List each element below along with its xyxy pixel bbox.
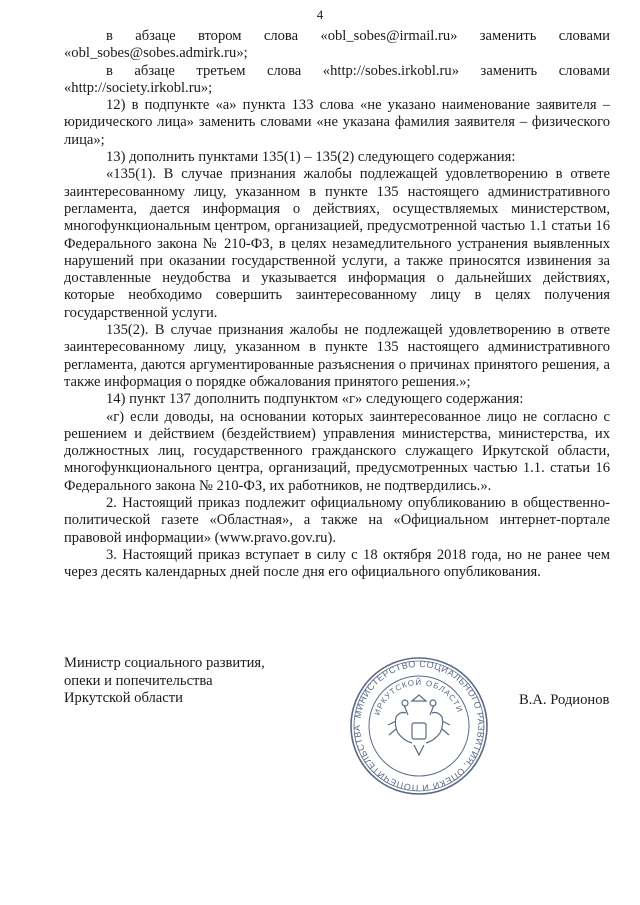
- signatory-title: [64, 655, 344, 708]
- document-body: [64, 28, 610, 582]
- double-headed-eagle-icon: [388, 695, 450, 755]
- seal-outer-text: МИНИСТЕРСТВО СОЦИАЛЬНОГО РАЗВИТИЯ, ОПЕКИ И ПОПЕЧИТЕЛЬСТВА: [351, 658, 487, 794]
- paragraph-subitem-g: «г) если доводы, на основании которых заинтересованное лицо не согласно с решением и действием (бездействием) управления министерства, министерства, их должностных лиц, государственного гражданского служащего Иркутской области, многофункционального центра, организаций, предусмотренных частью 1.1. статьи 16 Федерального закона № 210-ФЗ, их работников, не подтвердились.».: [64, 408, 610, 494]
- paragraph-135-2: 135(2). В случае признания жалобы не подлежащей удовлетворению в ответе заинтересованному лицу, указанном в пункте 135 настоящего административного регламента, даются аргументированные разъяснения о причинах принятого решения, а также информация о порядке обжалования принятого решения.»;: [64, 322, 610, 390]
- paragraph-email-change: в абзаце втором слова «obl_sobes@irmail.ru» заменить словами «obl_sobes@sobes.admirk.ru»;: [64, 28, 610, 62]
- page-number: 4: [316, 7, 324, 22]
- signatory-title-line: Министр социального развития,: [64, 655, 265, 671]
- official-seal: [348, 655, 490, 797]
- paragraph-item-14: 14) пункт 137 дополнить подпунктом «г» следующего содержания:: [106, 391, 524, 408]
- seal-inner-text: ИРКУТСКОЙ ОБЛАСТИ: [372, 678, 465, 717]
- signatory-name: В.А. Родионов: [519, 692, 610, 708]
- signatory-title-line: опеки и попечительства: [64, 672, 213, 689]
- paragraph-135-1: «135(1). В случае признания жалобы подлежащей удовлетворению в ответе заинтересованному лицу, указанном в пункте 135 настоящего административного регламента, дается информация о действиях, осуществляемых министерством, многофункциональным центром, организацией, предусмотренной частью 1.1 статьи 16 Федерального закона № 210-ФЗ, в целях незамедлительного устранения выявленных нарушений при оказании государственной услуги, а также приносятся извинения за доставленные неудобства и указывается информация о дальнейших действиях, которые необходимо совершить заинтересованному лицу в целях получения государственной услуги.: [64, 166, 610, 321]
- paragraph-effective-date: 3. Настоящий приказ вступает в силу с 18 октября 2018 года, но не ранее чем через десять календарных дней после дня его официального опубликования.: [64, 546, 610, 581]
- paragraph-item-12: 12) в подпункте «а» пункта 133 слова «не указано наименование заявителя – юридического лица» заменить словами «не указана фамилия заявителя – физического лица»;: [64, 97, 610, 148]
- paragraph-publication: 2. Настоящий приказ подлежит официальному опубликованию в общественно-политической газете «Областная», а также на «Официальном интернет-портале правовой информации» (www.pravo.gov.ru).: [64, 495, 610, 546]
- signatory-title-line: Иркутской области: [64, 690, 183, 706]
- paragraph-website-change: в абзаце третьем слова «http://sobes.irkobl.ru» заменить словами «http://society.irkobl.ru»;: [64, 62, 610, 96]
- paragraph-item-13: 13) дополнить пунктами 135(1) – 135(2) следующего содержания:: [106, 149, 516, 166]
